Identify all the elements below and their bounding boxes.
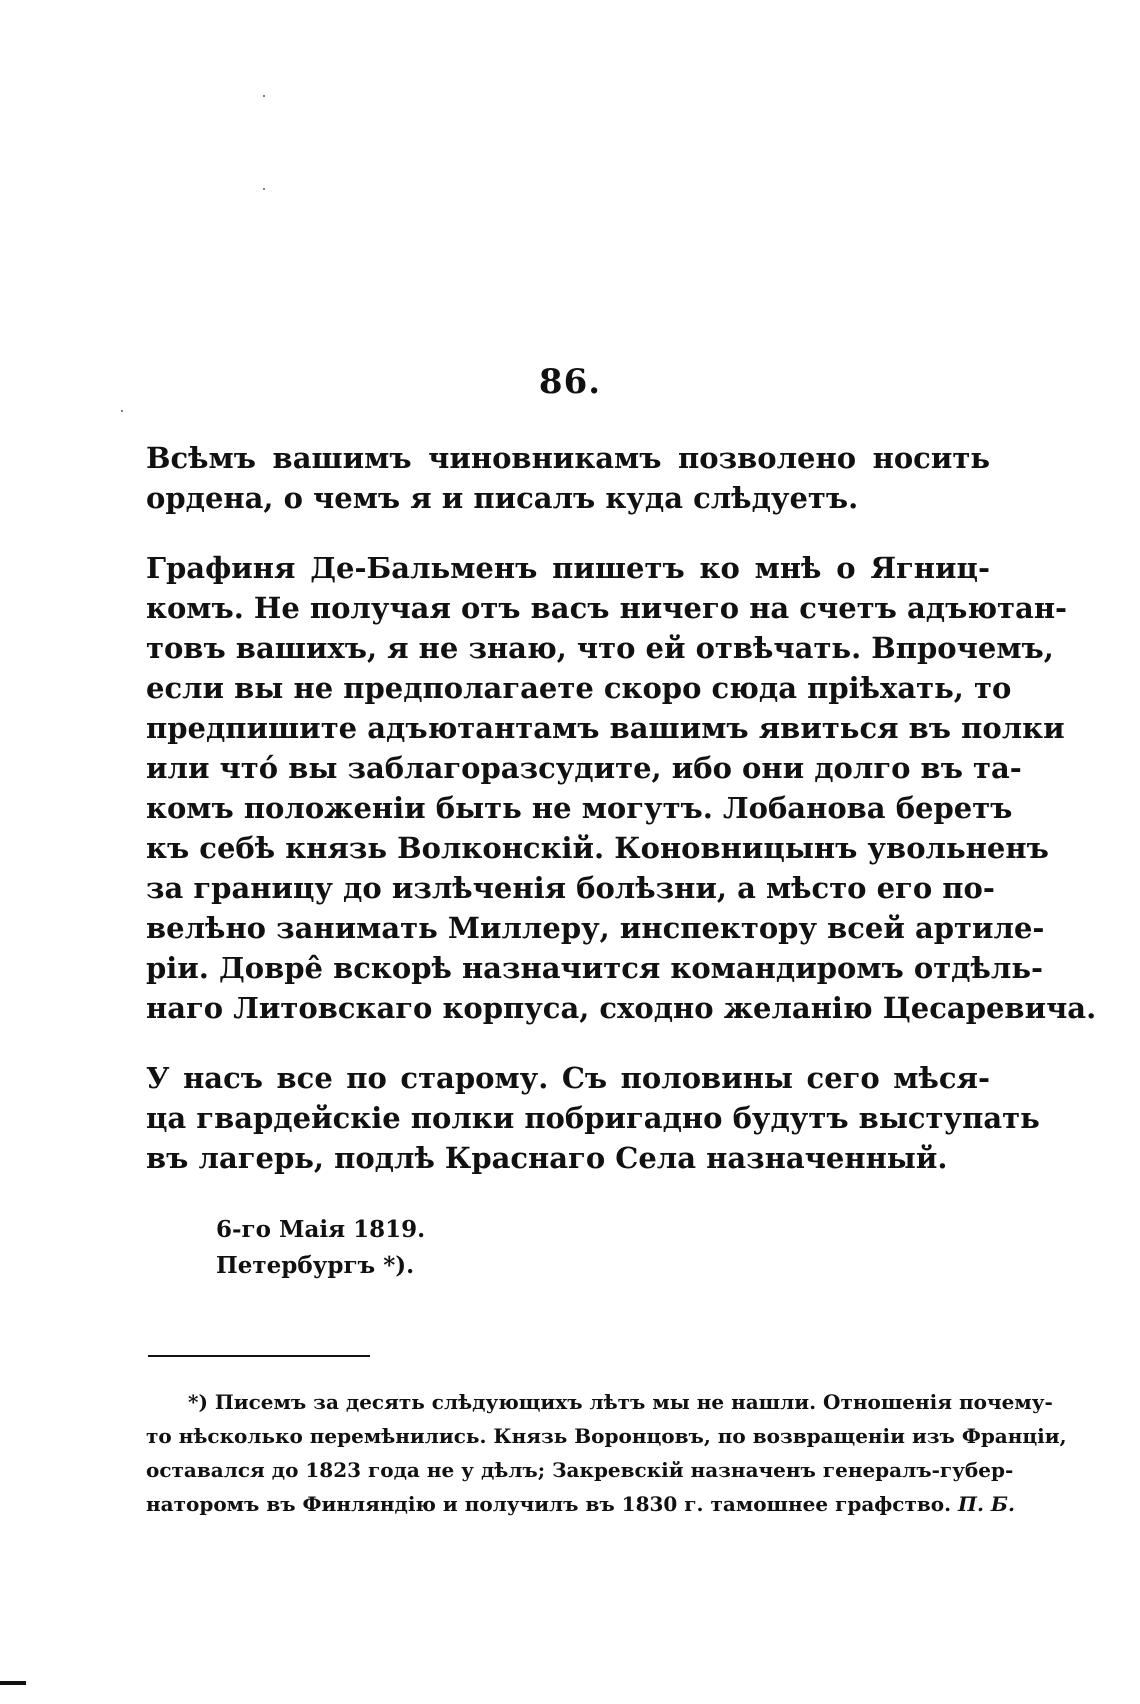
- text-line: за границу до излѣченія болѣзни, а мѣсто его по-: [146, 871, 995, 905]
- footnote-line: *) Писемъ за десять слѣдующихъ лѣтъ мы не нашли. Отношенія почему-: [188, 1390, 1053, 1414]
- scan-speck: [121, 410, 123, 412]
- text-line: ца гвардейскіе полки побригадно будутъ выступать: [146, 1101, 1040, 1135]
- text-line: предпишите адъютантамъ вашимъ явиться въ полки: [146, 711, 1065, 745]
- text-line: велѣно занимать Миллеру, инспектору всей артиле-: [146, 911, 1045, 945]
- text-line: Графиня Де-Бальменъ пишетъ ко мнѣ о Ягниц-: [146, 551, 990, 585]
- text-line: товъ вашихъ, я не знаю, что ей отвѣчать. Впрочемъ,: [146, 631, 1054, 665]
- text-line: наго Литовскаго корпуса, сходно желанію Цесаревича.: [146, 991, 1097, 1025]
- text-line: ордена, о чемъ я и писалъ куда слѣдуетъ.: [146, 481, 859, 515]
- footnote-line: то нѣсколько перемѣнились. Князь Воронцовъ, по возвращеніи изъ Франціи,: [146, 1424, 1067, 1448]
- footnote-last-line: [146, 1487, 1015, 1521]
- page-number: 86.: [538, 362, 602, 402]
- footnote: [146, 1385, 1067, 1521]
- paragraph: [146, 1058, 1040, 1178]
- scan-speck: [263, 95, 265, 97]
- scan-edge-mark: [0, 1681, 26, 1685]
- text-line: комъ положеніи быть не могутъ. Лобанова беретъ: [146, 791, 1013, 825]
- text-line: или чтó вы заблагоразсудите, ибо они долго въ та-: [146, 751, 1022, 785]
- text-line: ріи. Довре̂ вскорѣ назначится командиромъ отдѣль-: [146, 951, 1044, 985]
- text-line: Всѣмъ вашимъ чиновникамъ позволено носить: [146, 441, 990, 475]
- text-line: въ лагерь, подлѣ Краснаго Села назначенный.: [146, 1141, 948, 1175]
- footnote-signature: П. Б.: [958, 1492, 1015, 1516]
- text-line: если вы не предполагаете скоро сюда пріѣхать, то: [146, 671, 1012, 705]
- footnote-divider: [148, 1355, 370, 1357]
- date: 6-го Маія 1819.: [216, 1216, 426, 1243]
- scan-speck: [263, 188, 265, 190]
- place: Петербургъ *).: [216, 1252, 415, 1279]
- dateline: [216, 1212, 425, 1284]
- footnote-line: оставался до 1823 года не у дѣлъ; Закревскій назначенъ генералъ-губер-: [146, 1458, 1014, 1482]
- letter-body: [146, 438, 1097, 1178]
- text-line: къ себѣ князь Волконскій. Коновницынъ увольненъ: [146, 831, 1049, 865]
- paragraph: [146, 548, 1097, 1028]
- text-line: У насъ все по старому. Съ половины сего мѣся-: [146, 1061, 990, 1095]
- text-line: комъ. Не получая отъ васъ ничего на счетъ адъютан-: [146, 591, 1068, 625]
- paragraph: [146, 438, 990, 518]
- footnote-line: наторомъ въ Финляндію и получилъ въ 1830 г. тамошнее графство.: [146, 1492, 952, 1516]
